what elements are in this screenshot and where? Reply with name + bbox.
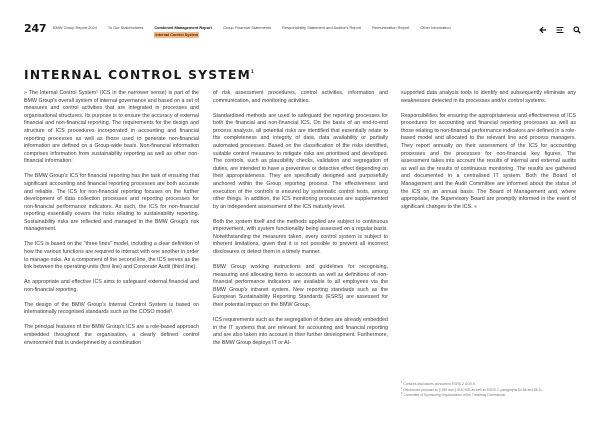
paragraph: BMW Group working instructions and guidelines for recognising, measuring and allocating items to accounts as well as definitions of non-financial performance indicators are available to all employees via the BMW Group's intranet system. New reporting standards such as the European Sustainability Reporting Standards (ESRS) are assessed for their potential impact on the BMW Group.	[213, 264, 388, 309]
page-number: 247	[24, 22, 47, 35]
paragraph: The principal features of the BMW Group's ICS are a role-based approach embedded throughout the organisation, a clearly defined control environment that is underpinned by a combination	[24, 324, 199, 346]
paragraph: supported data analysis tools to identify and subsequently eliminate any weaknesses detected in its processes and/or control systems.	[401, 90, 576, 104]
paragraph: » The Internal Control System¹ (ICS in the narrower sense) is part of the BMW Group's overall system of internal governance and based on a set of measures and control activities that are integrated in processes and organisational structures. Its purpose is to ensure the accuracy of external financial and non-financial reporting. The requirements for the design and structure of ICS procedures incorporated in accounting and financial reporting processes as well as those used to generate non-financial information are defined on a Group-wide basis. Non-financial information comprises information from sustainability reporting as well as other non-financial information.	[24, 90, 199, 165]
nav-item-management-report[interactable]	[154, 25, 212, 37]
nav-item-label: Combined Management Report	[154, 25, 212, 30]
top-navigation-bar	[0, 0, 600, 50]
footnote-number: 3	[401, 392, 403, 396]
paragraph: Responsibilities for ensuring the appropriateness and effectiveness of ICS procedures for accounting and financial reporting processes as well as those relating to non-financial performance indicators are defined in a role-based model and allocated to the relevant line and process managers. They report annually on their assessment of the ICS for accounting processes and the processes for non-financial key figures. The assessment takes into account the results of internal and external audits as well as the results of continuous monitoring. The results are gathered and documented in a centralised IT system. Both the Board of Management and the Audit Committee are informed about the status of the ICS on an annual basis. The Board of Management and, where appropriate, the Supervisory Board are promptly informed in the event of significant changes to the ICS. «	[401, 112, 576, 210]
menu-icon[interactable]	[556, 21, 564, 29]
footnote-number: 1	[401, 381, 403, 384]
footnote-text: Disclosures pursuant to § 289 and § 315 HGB as well as ESRS 2, paragraphs 84-86 and 88 11.	[403, 387, 543, 392]
text-column-2	[213, 90, 388, 355]
subnav-internal-control-system[interactable]: Internal Control System	[155, 33, 199, 37]
paragraph: Both the system itself and the methods applied are subject to continuous improvement, with system functionality being assessed on a regular basis. Notwithstanding the measures taken, every control system is subject to inherent limitations, given that it is not possible to prevent all incorrect disclosures or detect them in a timely manner.	[213, 218, 388, 256]
nav-item-remuneration-report[interactable]: Remuneration Report	[372, 25, 410, 30]
toolbar-icons	[539, 21, 581, 29]
title-footnote-ref: 1	[251, 69, 254, 74]
text-column-1	[24, 90, 199, 355]
nav-item-responsibility-statement[interactable]: Responsibility Statement and Auditor's Report	[282, 25, 362, 30]
nav-item-other-information[interactable]: Other Information	[420, 25, 451, 30]
footnote-number: 2	[401, 386, 403, 390]
paragraph: The ICS is based on the "three lines" model, including a clear definition of how the various functions are required to interact with one another in order to manage risks. As a component of the second line, the ICS serves as the link between the operating units (first line) and Corporate Audit (third line).	[24, 241, 199, 271]
title-text: INTERNAL CONTROL SYSTEM	[24, 68, 252, 82]
paragraph: Standardised methods are used to safeguard the reporting processes for both the financial and non-financial ICS. On the basis of an end-to-end process analysis, all potential risks are identified that essentially relate to the completeness and integrity of data, data availability or partially automated processes. Based on the classification of the risks identified, suitable control measures to mitigate risks are prioritised and developed. The controls, such as plausibility checks, validation and segregation of duties, are intended to have a preventive or detective effect depending on their appropriateness. They are specifically designed and purposefully anchored within the Group reporting process. The effectiveness and execution of the controls is ensured by systematic control tests, among other things. In addition, the ICS monitoring processes are supplemented by an independent assessment of the ICS maturity level.	[213, 112, 388, 210]
section-nav	[53, 25, 462, 37]
back-arrow-icon[interactable]	[539, 21, 547, 29]
footnote	[401, 392, 576, 398]
nav-item-report[interactable]: BMW Group Report 2024	[53, 25, 97, 30]
paragraph: The design of the BMW Group's Internal Control System is based on internationally recognised standards such as the COSO model³.	[24, 301, 199, 316]
paragraph: ICS requirements such as the segregation of duties are already embedded in the IT systems that are relevant for accounting and financial reporting and are also taken into account in their further development. Furthermore, the BMW Group deploys IT or AI-	[213, 317, 388, 346]
footnote-text: Committee of Sponsoring Organizations of the Treadway Commission.	[403, 393, 507, 398]
paragraph: An appropriate and effective ICS aims to safeguard external financial and non-financial reporting.	[24, 279, 199, 293]
paragraph: The BMW Group's ICS for financial reporting has the task of ensuring that significant accounting and financial reporting processes are both accurate and reliable. The ICS for non-financial reporting focuses on the further development of data collection processes and reporting processes for non-financial performance indicators. As such, the ICS for non-financial reporting essentially covers the risks relating to sustainability reporting. Sustainability risks are reflected and managed in the BMW Group's risk management.	[24, 173, 199, 233]
nav-item-financial-statements[interactable]: Group Financial Statements	[222, 25, 272, 30]
nav-item-stakeholders[interactable]: To Our Stakeholders	[107, 25, 144, 30]
page-title	[24, 68, 254, 82]
paragraph: of risk assessment procedures, control activities, information and communication, and monitoring activities.	[213, 90, 388, 104]
footnote-text: Contains disclosures pursuant to ESRS 2 GOV-5.	[403, 382, 476, 387]
text-column-3	[401, 90, 576, 219]
footnotes	[401, 381, 576, 398]
search-icon[interactable]	[573, 21, 581, 29]
